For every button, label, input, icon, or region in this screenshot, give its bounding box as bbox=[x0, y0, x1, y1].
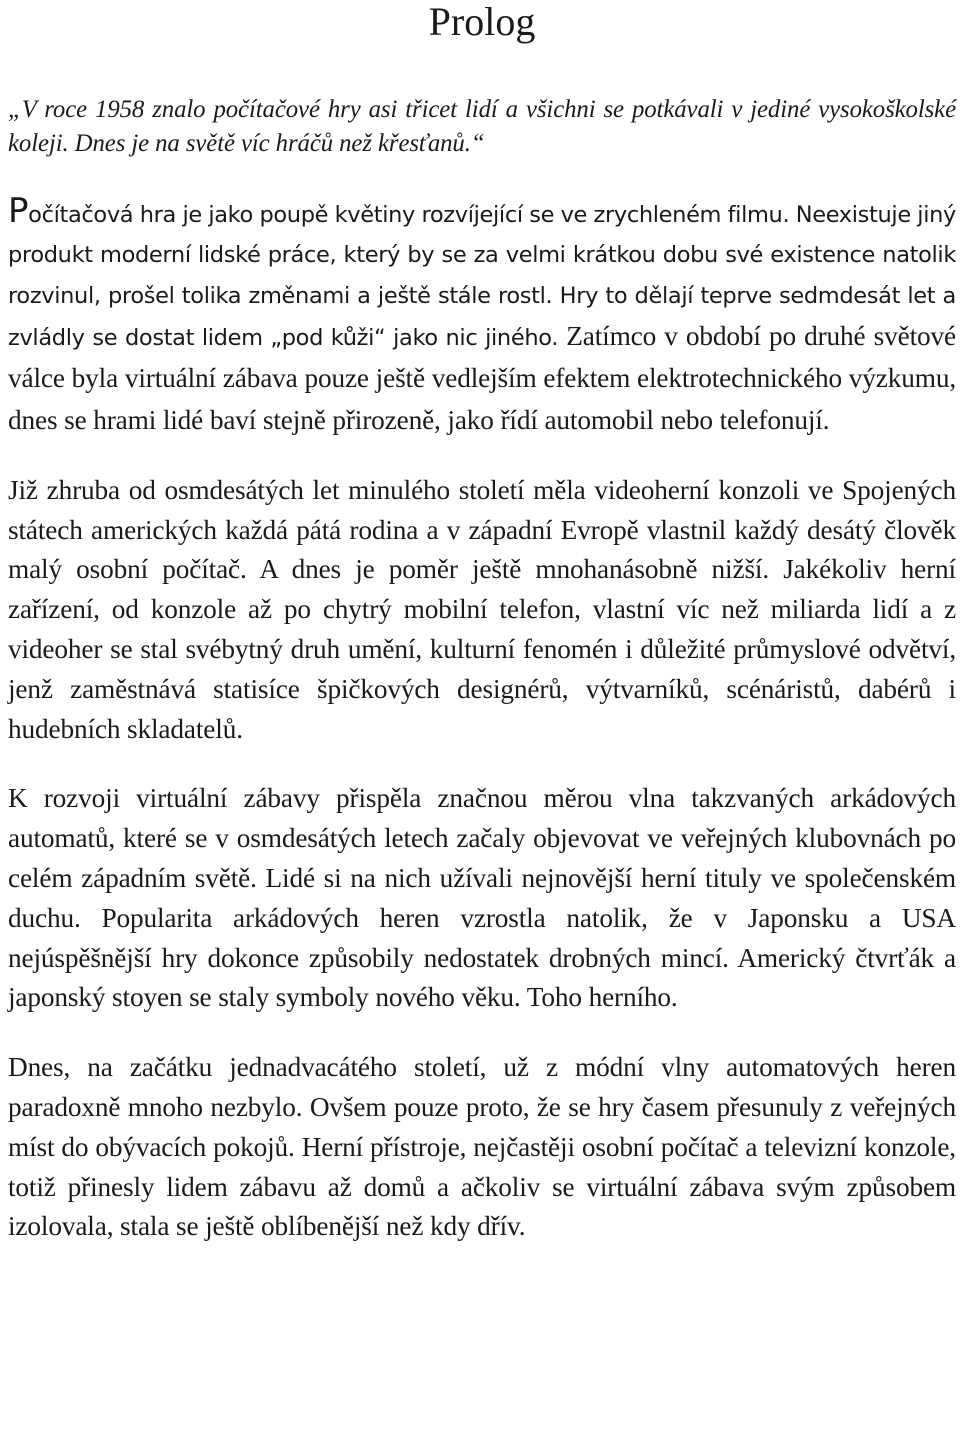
epigraph-quote: „V roce 1958 znalo počítačové hry asi třicet lidí a všichni se potkávali v jediné vysokoškolské koleji. Dnes je na světě víc hráčů než křesťanů.“ bbox=[8, 96, 956, 157]
paragraph-3: K rozvoji virtuální zábavy přispěla značnou měrou vlna takzvaných arkádových automatů, které se v osmdesátých letech začaly objevovat ve veřejných klubovnách po celém západním světě. Lidé si na nich užívali nejnovější herní tituly ve společenském duchu. Popularita arkádových heren vzrostla natolik, že v Japonsku a USA nejúspěšnější hry dokonce způsobily nedostatek drobných mincí. Americký čtvrťák a japonský stoyen se staly symboly nového věku. Toho herního. bbox=[8, 783, 956, 1013]
paragraph-1 bbox=[8, 191, 956, 443]
paragraph-2: Již zhruba od osmdesátých let minulého století měla videoherní konzoli ve Spojených státech amerických každá pátá rodina a v západní Evropě vlastnil každý desátý člověk malý osobní počítač. A dnes je poměr ještě mnohanásobně nižší. Jakékoliv herní zařízení, od konzole až po chytrý mobilní telefon, vlastní víc než miliarda lidí a z videoher se stal svébytný druh umění, kulturní fenomén i důležité průmyslové odvětví, jenž zaměstnává statisíce špičkových designérů, výtvarníků, scénáristů, dabérů i hudebních skladatelů. bbox=[8, 474, 956, 744]
dropcap-letter: P bbox=[8, 191, 29, 231]
paragraph-1-serif-text: Zatímco v období po druhé světové válce byla virtuální zábava pouze ještě vedlejším efektem elektrotechnického výzkumu, dnes se hrami lidé baví stejně přirozeně, jako řídí automobil nebo telefonují. bbox=[8, 320, 956, 436]
chapter-title: Prolog bbox=[428, 0, 536, 44]
paragraph-4: Dnes, na začátku jednadvacátého století, už z módní vlny automatových heren paradoxně mnoho nezbylo. Ovšem pouze proto, že se hry časem přesunuly z veřejných míst do obývacích pokojů. Herní přístroje, nejčastěji osobní počítač a televizní konzole, totiž přinesly lidem zábavu až domů a ačkoliv se virtuální zábava svým způsobem izolovala, stala se ještě oblíbenější než kdy dřív. bbox=[8, 1052, 956, 1242]
paragraph-1-sans-text: očítačová hra je jako poupě květiny rozvíjející se ve zrychleném filmu. Neexistuje jiný produkt moderní lidské práce, který by se za velmi krátkou dobu své existence natolik rozvinul, prošel tolika změnami a ještě stále rostl. Hry to dělají teprve sedmdesát let a zvládly se dostat lidem „pod kůži“ jako nic jiného. bbox=[8, 202, 956, 351]
document-page bbox=[8, 0, 956, 1247]
